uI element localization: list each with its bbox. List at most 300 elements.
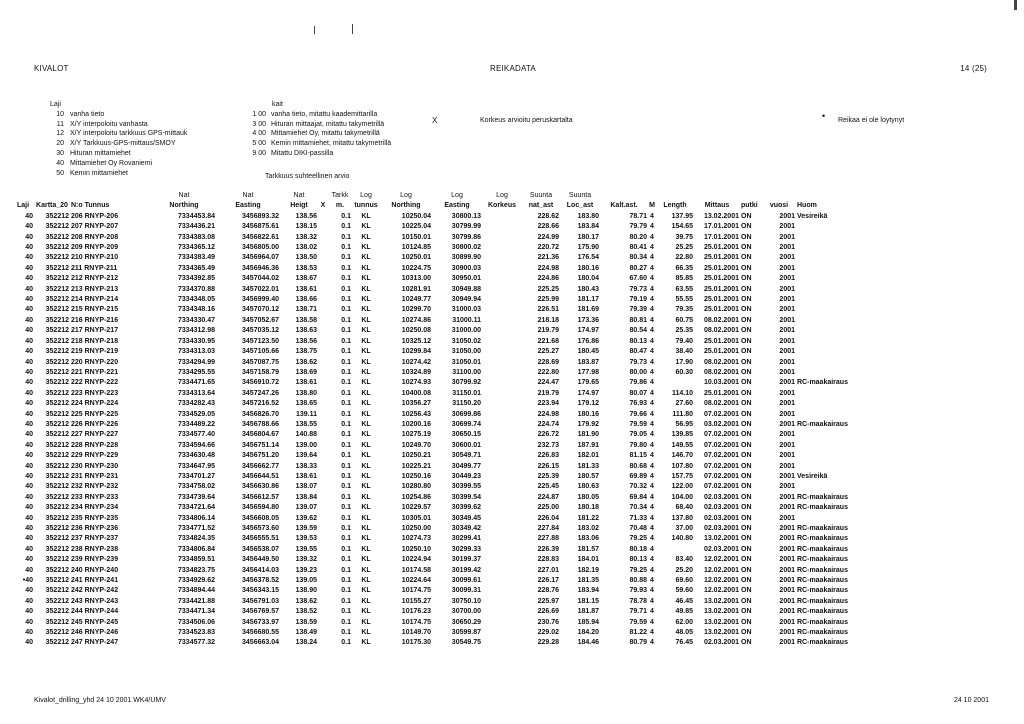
- table-cell: 176.54: [577, 254, 599, 262]
- table-cell: 25.01.2001: [703, 244, 739, 252]
- table-row: [12, 607, 892, 617]
- laji-legend: [50, 100, 187, 178]
- table-cell: 25.01.2001: [703, 264, 739, 272]
- table-cell: 10299.70: [401, 306, 431, 314]
- table-cell: 30299.41: [451, 535, 481, 543]
- table-cell: 07.02.2001: [703, 483, 739, 491]
- table-cell: 209 RNYP-209: [71, 244, 119, 252]
- table-cell: 223.94: [537, 400, 559, 408]
- table-cell: 40: [25, 358, 33, 366]
- table-cell: [482, 274, 522, 284]
- table-cell: ON: [741, 264, 752, 272]
- table-cell: 4: [650, 452, 654, 460]
- column-header: Easting: [444, 202, 470, 210]
- table-cell: 2001: [779, 441, 795, 449]
- table-cell: 2001: [779, 504, 795, 512]
- table-cell: ON: [741, 566, 752, 574]
- table-cell: 229.28: [537, 639, 559, 647]
- table-cell: 40: [25, 254, 33, 262]
- table-cell: 7334806.84: [178, 545, 215, 553]
- table-cell: [482, 586, 522, 596]
- table-cell: 181.90: [577, 431, 599, 439]
- table-cell: 352212: [45, 400, 69, 408]
- table-cell: 138.49: [295, 629, 317, 637]
- table-cell: 79.73: [629, 358, 647, 366]
- table-cell: 70.32: [629, 483, 647, 491]
- table-cell: 12.02.2001: [703, 566, 739, 574]
- table-cell: 0.1: [341, 608, 351, 616]
- table-cell: [482, 243, 522, 253]
- kait-legend-code: 1 00: [252, 110, 266, 118]
- table-cell: 352212: [45, 264, 69, 272]
- table-cell: 226.39: [537, 545, 559, 553]
- table-cell: 7334313.64: [178, 389, 215, 397]
- table-cell: 10174.75: [401, 618, 431, 626]
- table-cell: 30399.62: [451, 504, 481, 512]
- table-cell: 3456946.36: [242, 264, 279, 272]
- table-cell: 7334523.83: [178, 629, 215, 637]
- table-cell: 79.80: [629, 441, 647, 449]
- table-cell: KL: [361, 223, 371, 231]
- table-cell: 225.25: [537, 285, 559, 293]
- table-cell: 179.92: [577, 420, 599, 428]
- column-header: X: [320, 202, 326, 210]
- table-cell: ON: [741, 452, 752, 460]
- table-cell: 0.1: [341, 639, 351, 647]
- table-cell: 181.22: [577, 514, 599, 522]
- table-cell: 2001: [779, 244, 795, 252]
- table-cell: [318, 534, 328, 544]
- table-cell: 79.40: [675, 337, 693, 345]
- table-cell: 7334392.85: [178, 275, 215, 283]
- table-cell: 0.1: [341, 535, 351, 543]
- table-cell: 7334701.27: [178, 472, 215, 480]
- table-cell: RC-maakairaus: [797, 597, 848, 605]
- table-cell: 0.1: [341, 254, 351, 262]
- table-cell: 0.1: [341, 410, 351, 418]
- table-cell: 48.05: [675, 629, 693, 637]
- table-cell: 79.86: [629, 379, 647, 387]
- table-cell: 220.72: [537, 244, 559, 252]
- table-cell: [656, 378, 694, 388]
- reikaa-note: Reikaa ei ole loytynyt: [838, 117, 905, 124]
- table-cell: 2001: [779, 587, 795, 595]
- table-cell: 2001: [779, 525, 795, 532]
- table-cell: 0.1: [341, 348, 351, 356]
- table-cell: 140.80: [671, 535, 693, 543]
- table-cell: 232.73: [537, 441, 559, 449]
- table-cell: [796, 305, 892, 315]
- table-cell: 139.59: [295, 525, 317, 532]
- table-cell: 79.19: [629, 296, 647, 304]
- laji-legend-code: 40: [56, 159, 64, 167]
- column-header: Nat: [242, 192, 254, 199]
- table-cell: 10324.89: [401, 368, 431, 376]
- table-cell: 40: [25, 379, 33, 387]
- table-cell: 138.55: [295, 420, 317, 428]
- kait-legend-item: [240, 120, 391, 130]
- table-cell: [318, 253, 328, 263]
- table-cell: 184.20: [577, 629, 599, 637]
- table-cell: ON: [741, 348, 752, 356]
- table-cell: 138.61: [295, 285, 317, 293]
- tarkkuus-note: Tarkkuus suhteellinen arvio: [265, 173, 350, 180]
- table-cell: 352212: [45, 629, 69, 637]
- table-cell: 7334453.84: [178, 212, 215, 220]
- table-row: [12, 472, 892, 482]
- table-cell: [482, 618, 522, 628]
- table-cell: 02.03.2001: [703, 493, 739, 501]
- table-cell: ON: [741, 410, 752, 418]
- table-cell: 76.93: [629, 400, 647, 408]
- column-header: [12, 191, 34, 201]
- table-cell: 30099.61: [451, 577, 481, 585]
- table-cell: 4: [650, 608, 654, 616]
- table-cell: KL: [361, 233, 371, 241]
- table-cell: 2001: [779, 275, 795, 283]
- table-cell: 352212: [45, 275, 69, 283]
- column-header: [762, 191, 796, 201]
- table-cell: 25.01.2001: [703, 337, 739, 345]
- table-cell: 352212: [45, 410, 69, 418]
- table-cell: 4: [650, 389, 654, 397]
- table-cell: ON: [741, 483, 752, 491]
- table-cell: 352212: [45, 441, 69, 449]
- table-cell: 0.1: [341, 483, 351, 491]
- table-cell: 2001: [779, 597, 795, 605]
- table-cell: 10299.84: [401, 348, 431, 356]
- table-cell: 30199.37: [451, 556, 481, 564]
- table-row: [12, 222, 892, 232]
- laji-legend-item: [50, 139, 187, 149]
- table-cell: 180.17: [577, 233, 599, 241]
- table-cell: 68.40: [675, 504, 693, 512]
- table-cell: 2001: [779, 254, 795, 262]
- table-cell: 30899.90: [451, 254, 481, 262]
- table-cell: [318, 441, 328, 451]
- table-cell: 0.1: [341, 618, 351, 626]
- table-cell: [482, 576, 522, 586]
- table-cell: [796, 222, 892, 232]
- table-cell: 4: [650, 535, 654, 543]
- table-cell: 17.01.2001: [703, 223, 739, 231]
- table-cell: [318, 597, 328, 607]
- table-cell: 3456769.57: [242, 608, 279, 616]
- table-cell: 7334824.35: [178, 535, 215, 543]
- table-cell: 0.1: [341, 306, 351, 314]
- table-cell: 10280.80: [401, 483, 431, 491]
- table-cell: KL: [361, 493, 371, 501]
- table-cell: [482, 420, 522, 430]
- table-cell: 7334471.34: [178, 608, 215, 616]
- table-cell: 0.1: [341, 504, 351, 512]
- table-cell: 40: [25, 514, 33, 522]
- table-cell: 226.72: [537, 431, 559, 439]
- table-cell: 244 RNYP-244: [71, 608, 119, 616]
- table-cell: [318, 566, 328, 576]
- table-cell: 79.59: [629, 420, 647, 428]
- table-cell: 246 RNYP-246: [71, 629, 119, 637]
- table-cell: 31050.00: [451, 348, 481, 356]
- table-cell: [318, 368, 328, 378]
- table-cell: 2001: [779, 264, 795, 272]
- table-cell: 69.84: [629, 493, 647, 501]
- column-header: Nat: [293, 192, 305, 199]
- table-cell: [318, 378, 328, 388]
- table-cell: 4: [650, 514, 654, 522]
- table-cell: 242 RNYP-242: [71, 587, 119, 595]
- table-row: [12, 410, 892, 420]
- table-cell: 352212: [45, 327, 69, 335]
- table-cell: 40: [25, 316, 33, 324]
- table-cell: 352212: [45, 483, 69, 491]
- table-row: [12, 233, 892, 243]
- table-cell: [796, 285, 892, 295]
- column-header: tunnus: [354, 202, 378, 210]
- table-cell: 7334471.65: [178, 379, 215, 387]
- table-cell: 60.30: [675, 368, 693, 376]
- table-cell: 181.87: [577, 608, 599, 616]
- table-cell: 224.47: [537, 379, 559, 387]
- table-cell: [318, 285, 328, 295]
- table-cell: 37.00: [675, 525, 693, 532]
- table-cell: 30449.23: [451, 472, 481, 480]
- laji-legend-text: X/Y interpoloitu tarkkuus GPS-mittauk: [70, 130, 188, 138]
- table-cell: 352212: [45, 306, 69, 314]
- table-cell: 241 RNYP-241: [71, 577, 119, 585]
- table-cell: KL: [361, 337, 371, 345]
- table-cell: 31150.01: [452, 389, 481, 397]
- table-cell: 154.65: [671, 223, 693, 231]
- table-cell: 139.53: [295, 535, 317, 543]
- table-cell: 0.1: [341, 212, 351, 220]
- table-cell: 40: [25, 389, 33, 397]
- table-cell: 0.1: [341, 577, 351, 585]
- table-cell: 352212: [45, 608, 69, 616]
- table-cell: RC-maakairaus: [797, 608, 848, 616]
- page-number: 14 (25): [960, 64, 987, 73]
- table-row: [12, 347, 892, 357]
- table-cell: 83.40: [675, 556, 693, 564]
- table-cell: 80.34: [629, 254, 647, 262]
- table-cell: 4: [650, 233, 654, 241]
- table-cell: 138.66: [295, 296, 317, 304]
- table-cell: KL: [361, 379, 371, 387]
- table-cell: KL: [361, 472, 371, 480]
- table-cell: 352212: [45, 337, 69, 345]
- table-cell: 3456791.03: [242, 597, 279, 605]
- table-cell: 352212: [45, 348, 69, 356]
- table-cell: ON: [741, 400, 752, 408]
- table-cell: 352212: [45, 566, 69, 574]
- table-cell: KL: [361, 296, 371, 304]
- laji-legend-code: 50: [56, 169, 64, 177]
- laji-legend-code: 20: [56, 140, 64, 148]
- table-cell: 3456662.77: [242, 462, 279, 470]
- table-cell: 211 RNYP-211: [71, 264, 118, 272]
- table-cell: 185.94: [577, 618, 599, 626]
- table-cell: [318, 628, 328, 638]
- table-cell: 4: [650, 639, 654, 647]
- kait-legend-text: Kemin mittamiehet, mitattu takymetrillä: [271, 140, 392, 148]
- table-row: [12, 482, 892, 492]
- table-cell: 180.16: [577, 264, 599, 272]
- table-cell: 7334330.95: [178, 337, 215, 345]
- table-cell: 2001: [779, 618, 795, 626]
- table-cell: [482, 462, 522, 472]
- table-cell: 215 RNYP-215: [71, 306, 119, 314]
- table-cell: 7334758.02: [178, 483, 215, 491]
- table-cell: ON: [741, 316, 752, 324]
- table-cell: 4: [650, 348, 654, 356]
- table-cell: 2001: [779, 608, 795, 616]
- table-cell: 30949.88: [451, 285, 481, 293]
- table-cell: 30099.31: [451, 587, 481, 595]
- table-cell: [482, 472, 522, 482]
- table-cell: 187.91: [577, 441, 599, 449]
- table-cell: 228 RNYP-228: [71, 441, 119, 449]
- table-cell: ON: [741, 472, 752, 480]
- table-cell: 219.79: [537, 389, 559, 397]
- table-cell: 63.55: [675, 285, 693, 293]
- table-cell: 7334739.64: [178, 493, 215, 501]
- table-cell: 40: [25, 525, 33, 532]
- scan-mark: [314, 26, 315, 34]
- table-header-row: [12, 191, 892, 201]
- table-cell: 4: [650, 577, 654, 585]
- table-row: [12, 420, 892, 430]
- table-cell: 79.66: [629, 410, 647, 418]
- table-cell: [796, 482, 892, 492]
- table-cell: ON: [741, 358, 752, 366]
- table-cell: 224.74: [537, 420, 559, 428]
- table-cell: 30399.55: [451, 483, 481, 491]
- table-cell: 227.88: [537, 535, 559, 543]
- column-header: Korkeus: [487, 202, 516, 210]
- table-cell: 10313.00: [401, 275, 431, 283]
- table-cell: ON: [741, 608, 752, 616]
- table-cell: 0.1: [341, 275, 351, 283]
- table-cell: 138.59: [295, 618, 317, 626]
- table-cell: 4: [650, 379, 654, 387]
- table-cell: 40: [25, 483, 33, 491]
- korkeus-note: Korkeus arvioitu peruskartalta: [480, 117, 573, 124]
- table-cell: 7334721.64: [178, 504, 215, 512]
- table-cell: KL: [361, 410, 371, 418]
- table-cell: 177.98: [577, 368, 599, 376]
- table-cell: 228.83: [537, 556, 559, 564]
- table-cell: 07.02.2001: [703, 410, 739, 418]
- table-row: [12, 534, 892, 544]
- table-cell: 30499.77: [451, 462, 481, 470]
- table-cell: RC-maakairaus: [797, 504, 848, 512]
- table-cell: 07.02.2001: [703, 452, 739, 460]
- table-cell: 7334894.44: [178, 587, 215, 595]
- table-cell: KL: [361, 306, 371, 314]
- table-cell: 139.64: [295, 452, 317, 460]
- table-row: [12, 462, 892, 472]
- table-cell: [482, 493, 522, 503]
- table-cell: [796, 337, 892, 347]
- table-cell: 79.05: [629, 431, 647, 439]
- table-cell: [482, 378, 522, 388]
- table-cell: 226.04: [537, 514, 559, 522]
- table-cell: RC-maakairaus: [797, 556, 848, 564]
- table-cell: [796, 514, 892, 524]
- table-cell: 181.35: [577, 577, 599, 585]
- laji-legend-item: [50, 110, 187, 120]
- laji-legend-item: [50, 120, 187, 130]
- laji-legend-text: X/Y Tarkkuus-GPS-mittaus/SMOY: [70, 140, 176, 148]
- table-cell: [318, 638, 328, 648]
- table-cell: 107.80: [671, 462, 693, 470]
- table-cell: 7334647.95: [178, 462, 215, 470]
- table-cell: 352212: [45, 639, 69, 647]
- table-cell: 13.02.2001: [703, 212, 739, 220]
- table-cell: 10400.08: [401, 389, 431, 397]
- table-cell: 7334295.55: [178, 368, 215, 376]
- table-cell: 17.90: [675, 358, 693, 366]
- table-cell: 224.98: [537, 410, 559, 418]
- table-cell: 10200.16: [401, 420, 431, 428]
- table-cell: 4: [650, 327, 654, 335]
- table-cell: 183.02: [577, 525, 599, 532]
- table-cell: 3456910.72: [242, 379, 279, 387]
- table-cell: 0.1: [341, 420, 351, 428]
- table-cell: 56.95: [675, 420, 693, 428]
- table-cell: 218 RNYP-218: [71, 337, 119, 345]
- table-cell: 7334330.47: [178, 316, 215, 324]
- table-cell: 30799.86: [451, 233, 481, 241]
- table-cell: KL: [361, 264, 371, 272]
- column-header: Laji: [16, 202, 30, 210]
- table-cell: 10250.16: [401, 472, 431, 480]
- table-cell: 70.48: [629, 525, 647, 532]
- table-row: [12, 493, 892, 503]
- table-cell: ON: [741, 545, 752, 553]
- table-cell: KL: [361, 587, 371, 595]
- table-cell: 10225.21: [401, 462, 431, 470]
- table-cell: 40: [25, 639, 33, 647]
- table-cell: [318, 305, 328, 315]
- table-cell: 352212: [45, 514, 69, 522]
- table-cell: 352212: [45, 618, 69, 626]
- table-row: [12, 305, 892, 315]
- table-cell: 181.17: [577, 296, 599, 304]
- table-cell: 139.62: [295, 514, 317, 522]
- table-cell: 10274.42: [401, 358, 431, 366]
- table-cell: 40: [25, 556, 33, 564]
- table-cell: 0.1: [341, 316, 351, 324]
- table-cell: 2001: [779, 327, 795, 335]
- table-cell: 17.01.2001: [703, 233, 739, 241]
- table-cell: 2001: [779, 431, 795, 439]
- table-cell: 138.75: [295, 348, 317, 356]
- table-cell: 38.40: [675, 348, 693, 356]
- table-cell: 40: [25, 275, 33, 283]
- table-cell: 40: [25, 244, 33, 252]
- kait-legend-text: vanha tieto, mitattu kaademittarilla: [271, 110, 378, 118]
- table-cell: 138.63: [295, 327, 317, 335]
- table-cell: 2001: [779, 577, 795, 585]
- column-header: [648, 191, 656, 201]
- table-cell: 2001: [779, 472, 795, 480]
- table-cell: 0.1: [341, 223, 351, 231]
- column-header: Length: [663, 202, 687, 210]
- table-cell: [796, 451, 892, 461]
- table-cell: 79.73: [629, 285, 647, 293]
- table-cell: 7334383.08: [178, 233, 215, 241]
